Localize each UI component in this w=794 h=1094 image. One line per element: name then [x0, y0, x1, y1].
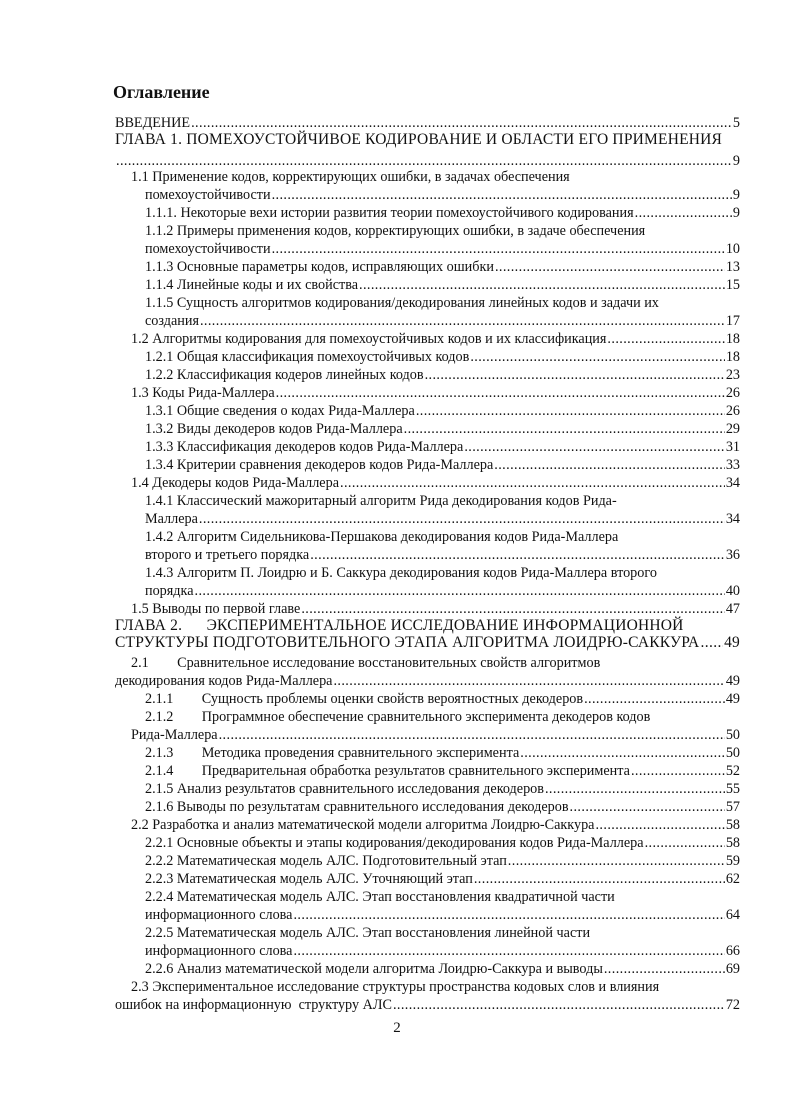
- toc-entry-title: помехоустойчивости: [145, 187, 271, 203]
- toc-page-number: 69: [725, 961, 740, 977]
- toc-entry-title: 1.3 Коды Рида-Маллера: [131, 385, 275, 401]
- toc-entry: [131, 654, 740, 672]
- toc-entry: [145, 456, 740, 474]
- toc-entry-title: 2.2.4 Математическая модель АЛС. Этап восстановления квадратичной части: [145, 889, 615, 905]
- toc-entry-title: 2.2.5 Математическая модель АЛС. Этап восстановления линейной части: [145, 925, 591, 941]
- toc-entry: [131, 978, 740, 996]
- toc-entry-title: 1.1 Применение кодов, корректирующих ошибки, в задачах обеспечения: [131, 169, 570, 185]
- toc-page-number: 9: [732, 187, 740, 203]
- toc-entry: [145, 492, 740, 510]
- toc-entry: [145, 366, 740, 384]
- toc-entry-title: 1.2.2 Классификация кодеров линейных кодов: [145, 367, 424, 383]
- toc-entry-title: 1.3.4 Критерии сравнения декодеров кодов Рида-Маллера: [145, 457, 494, 473]
- toc-entry-title: 2.1.6 Выводы по результатам сравнительного исследования декодеров: [145, 799, 569, 815]
- toc-entry: [145, 798, 740, 816]
- toc-entry: [145, 402, 740, 420]
- toc-entry-title: ГЛАВА 1. ПОМЕХОУСТОЙЧИВОЕ КОДИРОВАНИЕ И ОБЛАСТИ ЕГО ПРИМЕНЕНИЯ: [115, 131, 723, 148]
- toc-entry: [131, 474, 740, 492]
- toc-entry-title: 1.3.1 Общие сведения о кодах Рида-Маллера: [145, 403, 415, 419]
- toc-page-number: 64: [725, 907, 740, 923]
- toc-page-number: 13: [725, 259, 740, 275]
- toc-page-number: 49: [725, 673, 740, 689]
- toc-entry: [145, 852, 740, 870]
- toc-entry: [145, 222, 740, 240]
- toc-entry-title: 1.2 Алгоритмы кодирования для помехоустойчивых кодов и их классификация: [131, 331, 607, 347]
- toc-page-number: 9: [732, 153, 740, 169]
- toc-entry: [131, 816, 740, 834]
- toc-page-number: 9: [732, 205, 740, 221]
- toc-entry: [145, 420, 740, 438]
- toc-entry-title: создания: [145, 313, 199, 329]
- toc-page-number: 58: [725, 835, 740, 851]
- toc-entry-title: 1.1.5 Сущность алгоритмов кодирования/декодирования линейных кодов и задачи их: [145, 295, 659, 311]
- toc-entry: [131, 384, 740, 402]
- toc-page-number: 52: [725, 763, 740, 779]
- toc-entry-title: 1.2.1 Общая классификация помехоустойчивых кодов: [145, 349, 470, 365]
- toc-page-number: 72: [725, 997, 740, 1013]
- toc-page-number: 29: [725, 421, 740, 437]
- toc-entry: [145, 528, 740, 546]
- toc-entry: [145, 888, 740, 906]
- toc-page-number: 5: [732, 115, 740, 131]
- toc-page-number: 47: [725, 601, 740, 617]
- toc-entry-title: декодирования кодов Рида-Маллера: [115, 673, 333, 689]
- toc-entry-title: 2.1.1 Сущность проблемы оценки свойств вероятностных декодеров: [145, 691, 584, 707]
- toc-page-number: 50: [725, 745, 740, 761]
- toc-entry-title: 2.3 Экспериментальное исследование структуры пространства кодовых слов и влияния: [131, 979, 660, 995]
- toc-entry-title: ГЛАВА 2. ЭКСПЕРИМЕНТАЛЬНОЕ ИССЛЕДОВАНИЕ ИНФОРМАЦИОННОЙ: [115, 617, 684, 634]
- toc-entry-title: СТРУКТУРЫ ПОДГОТОВИТЕЛЬНОГО ЭТАПА АЛГОРИТМА ЛОИДРЮ-САККУРА: [115, 634, 700, 651]
- toc-entry: [145, 186, 740, 204]
- toc-page-number: 50: [725, 727, 740, 743]
- toc-entry-title: 1.3.2 Виды декодеров кодов Рида-Маллера: [145, 421, 403, 437]
- toc-entry: [145, 906, 740, 924]
- toc-entry: [145, 240, 740, 258]
- toc-entry: [145, 258, 740, 276]
- toc-entry: [145, 834, 740, 852]
- toc-entry: [145, 546, 740, 564]
- toc-entry: [145, 744, 740, 762]
- toc-page-number: 40: [725, 583, 740, 599]
- toc-entry: [145, 924, 740, 942]
- toc-entry-title: ошибок на информационную структуру АЛС: [115, 997, 392, 1013]
- page-number: 2: [393, 1020, 401, 1036]
- toc-entry-title: 2.1 Сравнительное исследование восстановительных свойств алгоритмов: [131, 655, 601, 671]
- toc-entry: [145, 438, 740, 456]
- toc-entry: [145, 942, 740, 960]
- toc-entry-title: 1.1.1. Некоторые вехи истории развития теории помехоустойчивого кодирования: [145, 205, 634, 221]
- toc-chapter-2-title: [115, 617, 740, 635]
- toc-entry-title: информационного слова: [145, 943, 293, 959]
- toc-entry-title: 2.2 Разработка и анализ математической модели алгоритма Лоидрю-Саккура: [131, 817, 595, 833]
- toc-page-number: 34: [725, 511, 740, 527]
- toc-entry-title: Маллера: [145, 511, 198, 527]
- toc-entry: [131, 168, 740, 186]
- toc-entry: [131, 330, 740, 348]
- toc-chapter-2-title-cont: [115, 634, 740, 652]
- toc-entry-title: 2.2.1 Основные объекты и этапы кодирования/декодирования кодов Рида-Маллера: [145, 835, 644, 851]
- toc-entry: [131, 726, 740, 744]
- toc-entry: [115, 996, 740, 1014]
- toc-page-number: 49: [725, 691, 740, 707]
- toc-entry: [145, 780, 740, 798]
- toc-page-number: 59: [725, 853, 740, 869]
- toc-heading: Оглавление: [113, 82, 210, 102]
- toc-entry-title: 2.2.6 Анализ математической модели алгоритма Лоидрю-Саккура и выводы: [145, 961, 603, 977]
- toc-chapter-1-title: [115, 131, 740, 149]
- toc-page-number: 18: [725, 349, 740, 365]
- toc-entry-title: 2.1.5 Анализ результатов сравнительного исследования декодеров: [145, 781, 544, 797]
- toc-entry-title: ВВЕДЕНИЕ: [115, 115, 191, 131]
- toc-page-number: 58: [725, 817, 740, 833]
- toc-page-number: 26: [725, 403, 740, 419]
- toc-entry-title: 2.1.2 Программное обеспечение сравнительного эксперимента декодеров кодов: [145, 709, 651, 725]
- toc-entry-title: 1.4.2 Алгоритм Сидельникова-Першакова декодирования кодов Рида-Маллера: [145, 529, 619, 545]
- toc-entry: [145, 690, 740, 708]
- toc-entry: [145, 960, 740, 978]
- toc-entry: [145, 582, 740, 600]
- toc-page-number: 57: [725, 799, 740, 815]
- toc-page-number: 10: [725, 241, 740, 257]
- toc-entry: [145, 708, 740, 726]
- toc-entry-title: 1.1.4 Линейные коды и их свойства: [145, 277, 359, 293]
- toc-page-number: 49: [724, 634, 740, 651]
- toc-entry: [145, 294, 740, 312]
- toc-page-number: 15: [725, 277, 740, 293]
- toc-page-number: 23: [725, 367, 740, 383]
- toc-page-number: 66: [725, 943, 740, 959]
- toc-entry-title: 2.2.3 Математическая модель АЛС. Уточняющий этап: [145, 871, 473, 887]
- toc-entry-title: порядка: [145, 583, 194, 599]
- toc-entry-title: 1.1.3 Основные параметры кодов, исправляющих ошибки: [145, 259, 494, 275]
- toc-page-number: 36: [725, 547, 740, 563]
- toc-entry-title: 2.2.2 Математическая модель АЛС. Подготовительный этап: [145, 853, 507, 869]
- toc-entry-title: помехоустойчивости: [145, 241, 271, 257]
- toc-entry-title: 1.1.2 Примеры применения кодов, корректирующих ошибки, в задаче обеспечения: [145, 223, 646, 239]
- toc-entry-title: 1.4.3 Алгоритм П. Лоидрю и Б. Саккура декодирования кодов Рида-Маллера второго: [145, 565, 657, 581]
- toc-entry-title: 2.1.3 Методика проведения сравнительного эксперимента: [145, 745, 520, 761]
- toc-page-number: 31: [725, 439, 740, 455]
- toc-entry: [145, 348, 740, 366]
- toc-page-number: 33: [725, 457, 740, 473]
- toc-entry: [145, 510, 740, 528]
- toc-page-number: 17: [725, 313, 740, 329]
- toc-entry: [145, 762, 740, 780]
- toc-entry-title: информационного слова: [145, 907, 293, 923]
- toc-entry: [145, 312, 740, 330]
- toc-entry-title: 1.3.3 Классификация декодеров кодов Рида-Маллера: [145, 439, 464, 455]
- toc-entry: [145, 564, 740, 582]
- toc-entry-title: второго и третьего порядка: [145, 547, 310, 563]
- toc-entry: [115, 672, 740, 690]
- toc-page-number: 62: [725, 871, 740, 887]
- toc-entry: [145, 276, 740, 294]
- toc-entry-title: 2.1.4 Предварительная обработка результатов сравнительного эксперимента: [145, 763, 630, 779]
- toc-page-number: 26: [725, 385, 740, 401]
- toc-entry-title: 1.4 Декодеры кодов Рида-Маллера: [131, 475, 339, 491]
- toc-entry-title: Рида-Маллера: [131, 727, 218, 743]
- toc-entry: [131, 600, 740, 618]
- toc-entry: [145, 204, 740, 222]
- toc-entry: [145, 870, 740, 888]
- toc-page-number: 55: [725, 781, 740, 797]
- toc-entry-introduction: [115, 114, 740, 132]
- toc-entry-title: 1.4.1 Классический мажоритарный алгоритм Рида декодирования кодов Рида-: [145, 493, 617, 509]
- toc-page-number: 18: [725, 331, 740, 347]
- toc-page-number: 34: [725, 475, 740, 491]
- toc-entry-title: 1.5 Выводы по первой главе: [131, 601, 301, 617]
